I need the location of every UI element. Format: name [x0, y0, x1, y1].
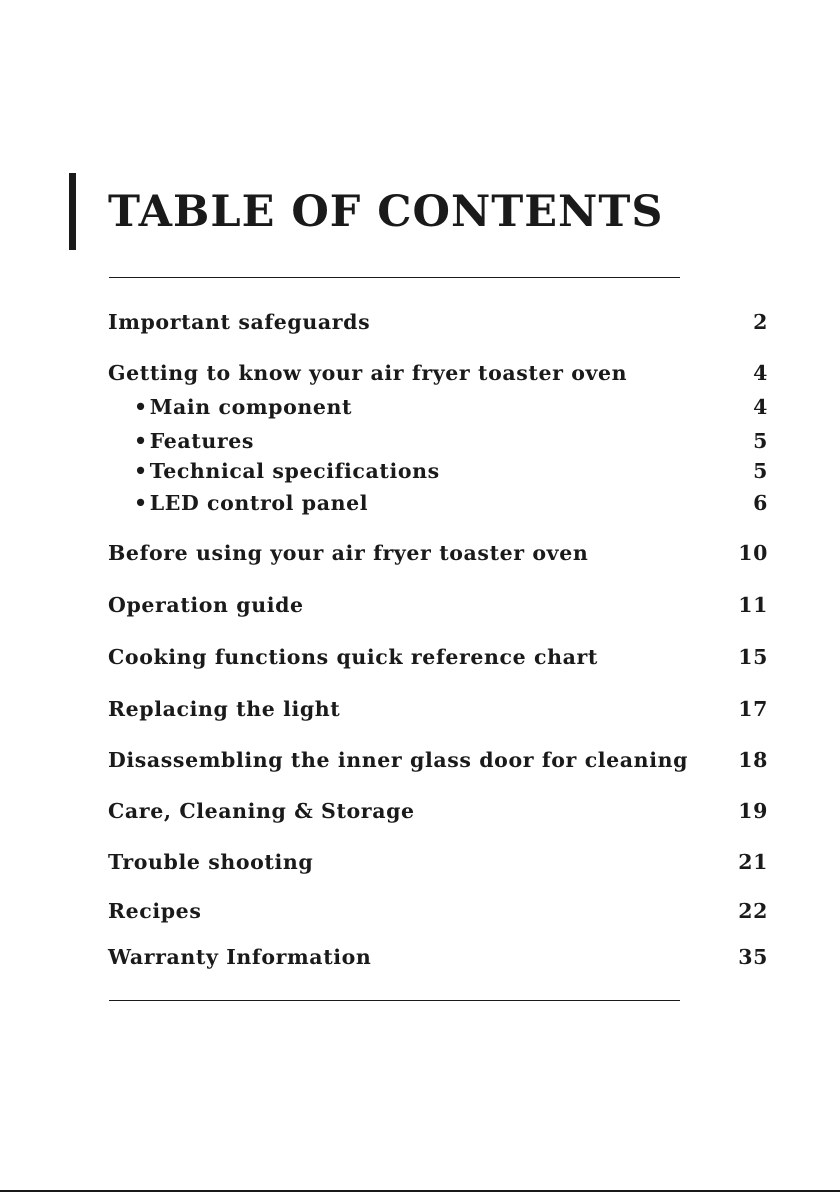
toc-entry-label: Technical specifications — [149, 459, 440, 483]
toc-subentry-technical-specifications[interactable] — [134, 456, 768, 486]
toc-entry-label: Main component — [149, 395, 353, 419]
toc-entry-label: Warranty Information — [108, 945, 372, 969]
toc-subentry-led-control-panel[interactable] — [134, 488, 768, 518]
bullet-icon: • — [134, 395, 148, 419]
toc-entry-page: 15 — [738, 645, 768, 669]
bullet-icon: • — [134, 429, 148, 453]
toc-entry-label: Features — [149, 429, 255, 453]
toc-entry-page: 11 — [738, 593, 768, 617]
toc-entry-operation-guide[interactable] — [108, 590, 768, 620]
toc-entry-recipes[interactable] — [108, 896, 768, 926]
bullet-icon: • — [134, 491, 148, 515]
toc-entry-label: LED control panel — [149, 491, 369, 515]
toc-entry-care-cleaning[interactable] — [108, 796, 768, 826]
toc-entry-page: 2 — [753, 310, 768, 334]
toc-entry-page: 5 — [753, 429, 768, 453]
bullet-icon: • — [134, 459, 148, 483]
toc-entry-label: Disassembling the inner glass door for cleaning — [108, 748, 689, 772]
toc-entry-label: Operation guide — [108, 593, 304, 617]
toc-entry-disassembling-door[interactable] — [108, 745, 768, 775]
toc-entry-page: 4 — [753, 395, 768, 419]
toc-entry-getting-to-know[interactable] — [108, 358, 768, 388]
toc-entry-page: 10 — [738, 541, 768, 565]
toc-entry-warranty[interactable] — [108, 942, 768, 972]
toc-entry-label: Recipes — [108, 899, 202, 923]
toc-entry-page: 21 — [738, 850, 768, 874]
toc-entry-page: 4 — [753, 361, 768, 385]
toc-entry-page: 19 — [738, 799, 768, 823]
page-title: TABLE OF CONTENTS — [108, 187, 664, 237]
toc-entry-label: Care, Cleaning & Storage — [108, 799, 415, 823]
toc-entry-page: 6 — [753, 491, 768, 515]
toc-entry-label: Replacing the light — [108, 697, 341, 721]
toc-subentry-main-component[interactable] — [134, 392, 768, 422]
toc-entry-page: 35 — [738, 945, 768, 969]
title-accent-bar — [69, 173, 76, 250]
toc-entry-trouble-shooting[interactable] — [108, 847, 768, 877]
toc-entry-label: Before using your air fryer toaster oven — [108, 541, 589, 565]
toc-entry-cooking-functions[interactable] — [108, 642, 768, 672]
toc-entry-replacing-light[interactable] — [108, 694, 768, 724]
top-divider — [109, 277, 680, 278]
toc-entry-page: 22 — [738, 899, 768, 923]
toc-entry-page: 5 — [753, 459, 768, 483]
toc-entry-label: Cooking functions quick reference chart — [108, 645, 598, 669]
toc-entry-label: Trouble shooting — [108, 850, 314, 874]
toc-entry-page: 17 — [738, 697, 768, 721]
toc-entry-important-safeguards[interactable] — [108, 307, 768, 337]
toc-entry-label: Important safeguards — [108, 310, 371, 334]
toc-entry-page: 18 — [738, 748, 768, 772]
toc-entry-before-using[interactable] — [108, 538, 768, 568]
toc-subentry-features[interactable] — [134, 426, 768, 456]
bottom-divider — [109, 1000, 680, 1001]
toc-entry-label: Getting to know your air fryer toaster oven — [108, 361, 628, 385]
